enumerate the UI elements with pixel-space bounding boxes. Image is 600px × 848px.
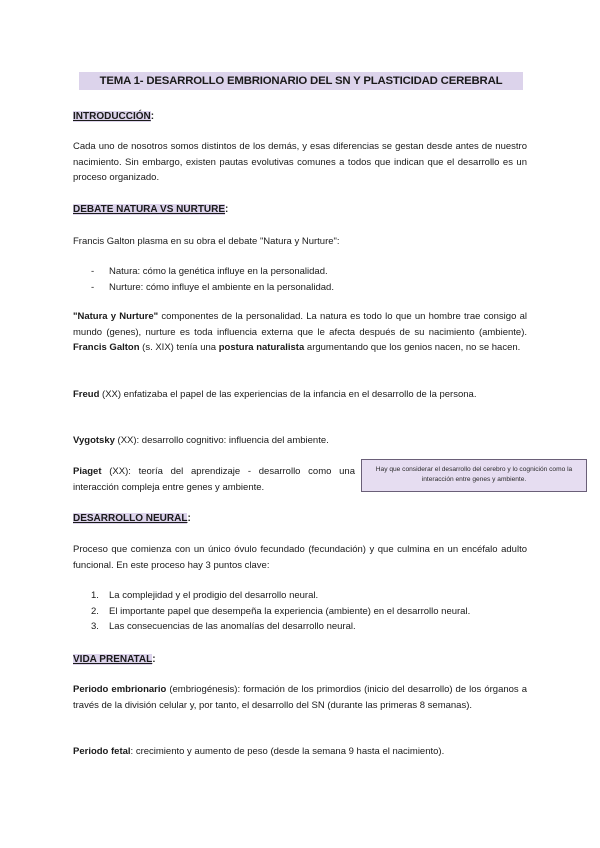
section-heading-debate <box>73 203 228 217</box>
neural-numbered-list <box>91 588 470 635</box>
item-text: Las consecuencias de las anomalías del desarrollo neural. <box>109 621 356 632</box>
intro-paragraph: Cada uno de nosotros somos distintos de los demás, y esas diferencias se gestan desde antes de nuestro nacimiento. Sin embargo, existen pautas evolutivas comunes a todos que indican que el desarrollo es un proceso organizado. <box>73 141 527 183</box>
debate-bullet-list <box>91 264 334 295</box>
embryonic-period-paragraph <box>73 682 527 713</box>
neural-paragraph: Proceso que comienza con un único óvulo fecundado (fecundación) y que culmina en un encéfalo adulto funcional. En este proceso hay 3 puntos clave: <box>73 544 527 571</box>
debate-lead: Francis Galton plasma en su obra el debate "Natura y Nurture": <box>73 236 340 247</box>
item-number: 3. <box>91 621 99 632</box>
bold-term: Periodo fetal <box>73 746 131 757</box>
bullet-text: Natura: cómo la genética influye en la personalidad. <box>109 266 328 277</box>
natura-nurture-paragraph <box>73 309 527 356</box>
neural-heading-text: DESARROLLO NEURAL <box>73 513 188 524</box>
item-text: El importante papel que desempeña la experiencia (ambiente) en el desarrollo neural. <box>109 605 471 617</box>
intro-heading-text: INTRODUCCIÓN <box>73 111 151 122</box>
text-run: (s. XIX) tenía una <box>139 342 219 353</box>
heading-colon: : <box>150 111 155 122</box>
text-run: (XX): teoría del aprendizaje - desarrollo como una interacción compleja entre genes y ambiente. <box>73 466 355 493</box>
text-run: (embriogénesis): formación de los primordios (inicio del desarrollo) de los órganos a través de la división celular y, por tanto, el desarrollo del SN (durante las primeras 8 semanas). <box>73 684 527 711</box>
page-title: TEMA 1- DESARROLLO EMBRIONARIO DEL SN Y PLASTICIDAD CEREBRAL <box>79 72 523 90</box>
bold-term: Francis Galton <box>73 342 140 353</box>
list-item <box>91 264 334 280</box>
text-run: argumentando que los genios nacen, no se hacen. <box>304 342 521 353</box>
prenatal-heading-text: VIDA PRENATAL <box>73 654 153 665</box>
bold-term: Freud <box>73 389 100 400</box>
text-run: : crecimiento y aumento de peso (desde la semana 9 hasta el nacimiento). <box>130 746 445 757</box>
list-item <box>91 280 334 296</box>
item-number: 2. <box>91 605 99 617</box>
bold-term: "Natura y Nurture" <box>73 311 159 322</box>
bold-term: Periodo embrionario <box>73 684 167 695</box>
heading-colon: : <box>152 654 156 665</box>
list-item <box>91 604 470 620</box>
list-item <box>91 588 470 604</box>
heading-colon: : <box>187 513 191 524</box>
bullet-text: Nurture: cómo influye el ambiente en la personalidad. <box>109 281 334 293</box>
section-heading-intro <box>73 110 154 124</box>
text-run: componentes de la personalidad. La natura es todo lo que un hombre trae consigo al mundo (genes), nurture es toda influencia externa que le afecta después de su nacimiento (ambiente). <box>73 311 527 338</box>
bold-term: postura naturalista <box>218 342 305 353</box>
heading-colon: : <box>225 204 229 215</box>
section-heading-prenatal <box>73 653 156 667</box>
item-text: La complejidad y el prodigio del desarrollo neural. <box>109 590 319 601</box>
text-run: (XX): desarrollo cognitivo: influencia del ambiente. <box>114 435 329 446</box>
freud-paragraph <box>73 387 527 403</box>
bold-term: Vygotsky <box>73 435 115 446</box>
bold-term: Piaget <box>73 466 102 477</box>
bullet-mark: - <box>91 281 95 293</box>
section-heading-neural <box>73 512 191 526</box>
bullet-mark: - <box>91 266 95 277</box>
vygotsky-paragraph <box>73 433 527 449</box>
piaget-paragraph <box>73 464 355 495</box>
side-note-box: Hay que considerar el desarrollo del cerebro y lo cognición como la interacción entre genes y ambiente. <box>361 459 587 492</box>
item-number: 1. <box>91 590 99 601</box>
text-run: (XX) enfatizaba el papel de las experiencias de la infancia en el desarrollo de la persona. <box>99 389 477 400</box>
list-item <box>91 619 470 635</box>
debate-heading-text: DEBATE NATURA VS NURTURE <box>73 204 226 215</box>
fetal-period-paragraph <box>73 744 527 760</box>
